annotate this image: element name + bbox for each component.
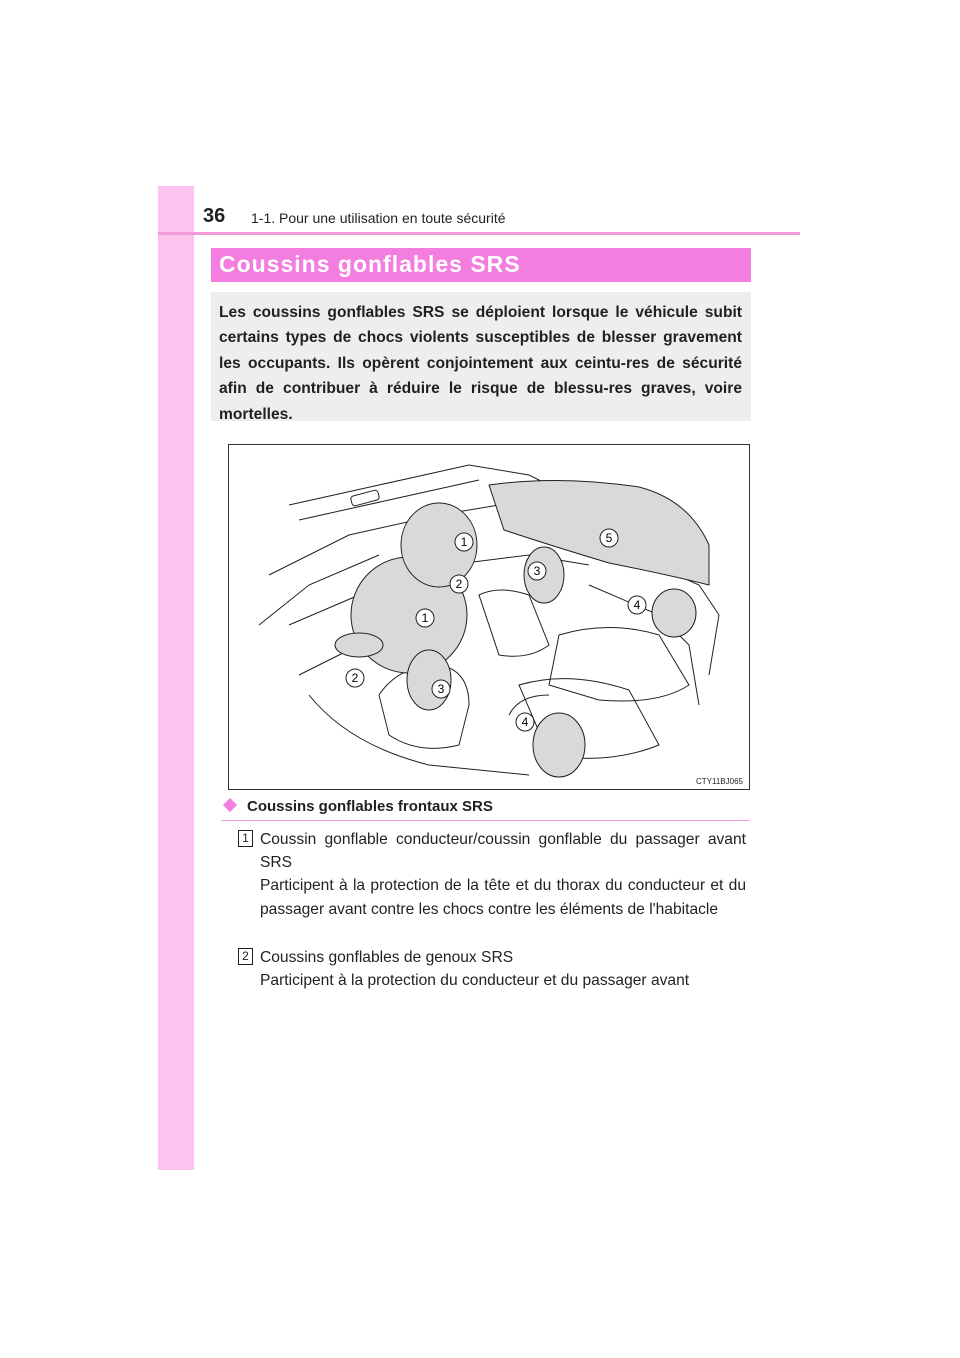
diamond-icon xyxy=(223,798,237,812)
callout-label: 1 xyxy=(421,611,429,625)
callout-label: 5 xyxy=(605,531,613,545)
sub-heading-divider xyxy=(221,820,750,821)
intro-text: Les coussins gonflables SRS se déploient lorsque le véhicule subit certains types de chocs violents susceptibles de blesser gravement les occupants. Ils opèrent conjointement aux ceintu-res de sécurité afin de contribuer à réduire le risque de blessu-res graves, voire mortelles. xyxy=(219,304,742,423)
callout-label: 3 xyxy=(533,564,541,578)
item-number-badge: 1 xyxy=(238,830,253,847)
item-description: Participent à la protection de la tête et du thorax du conducteur et du passager avant contre les chocs contre les éléments de l'habitacle xyxy=(260,877,746,918)
callout-marker xyxy=(455,533,473,551)
item-name: Coussin gonflable conducteur/coussin gonflable du passager avant SRS xyxy=(260,831,746,872)
callout-marker xyxy=(628,596,646,614)
callout-marker xyxy=(432,680,450,698)
callout-label: 1 xyxy=(460,535,468,549)
item-description: Participent à la protection du conducteur et du passager avant xyxy=(260,972,690,990)
callout-marker xyxy=(450,575,468,593)
item-number-badge: 2 xyxy=(238,948,253,965)
callout-label: 2 xyxy=(351,671,359,685)
item-name: Coussins gonflables de genoux SRS xyxy=(260,949,514,966)
side-tab-strip xyxy=(158,186,194,1170)
intro-box xyxy=(211,292,751,421)
callout-label: 4 xyxy=(633,598,641,612)
page-title-bar xyxy=(211,248,751,282)
callout-label: 2 xyxy=(455,577,463,591)
page-number: 36 xyxy=(203,205,226,227)
callout-marker xyxy=(416,609,434,627)
callout-marker xyxy=(528,562,546,580)
header-divider xyxy=(158,232,800,235)
list-item xyxy=(260,828,746,921)
callout-marker xyxy=(600,529,618,547)
callout-marker xyxy=(516,713,534,731)
callout-marker xyxy=(346,669,364,687)
list-item xyxy=(260,946,746,992)
airbag-illustration xyxy=(228,444,750,790)
sub-heading-text: Coussins gonflables frontaux SRS xyxy=(247,798,493,815)
car-interior-drawing xyxy=(229,445,749,789)
sub-heading xyxy=(221,798,751,815)
callout-label: 4 xyxy=(521,715,529,729)
figure-code: CTY11BJ065 xyxy=(696,777,743,786)
page-title: Coussins gonflables SRS xyxy=(219,251,521,277)
callout-label: 3 xyxy=(437,682,445,696)
section-header: 1-1. Pour une utilisation en toute sécurité xyxy=(251,210,506,226)
